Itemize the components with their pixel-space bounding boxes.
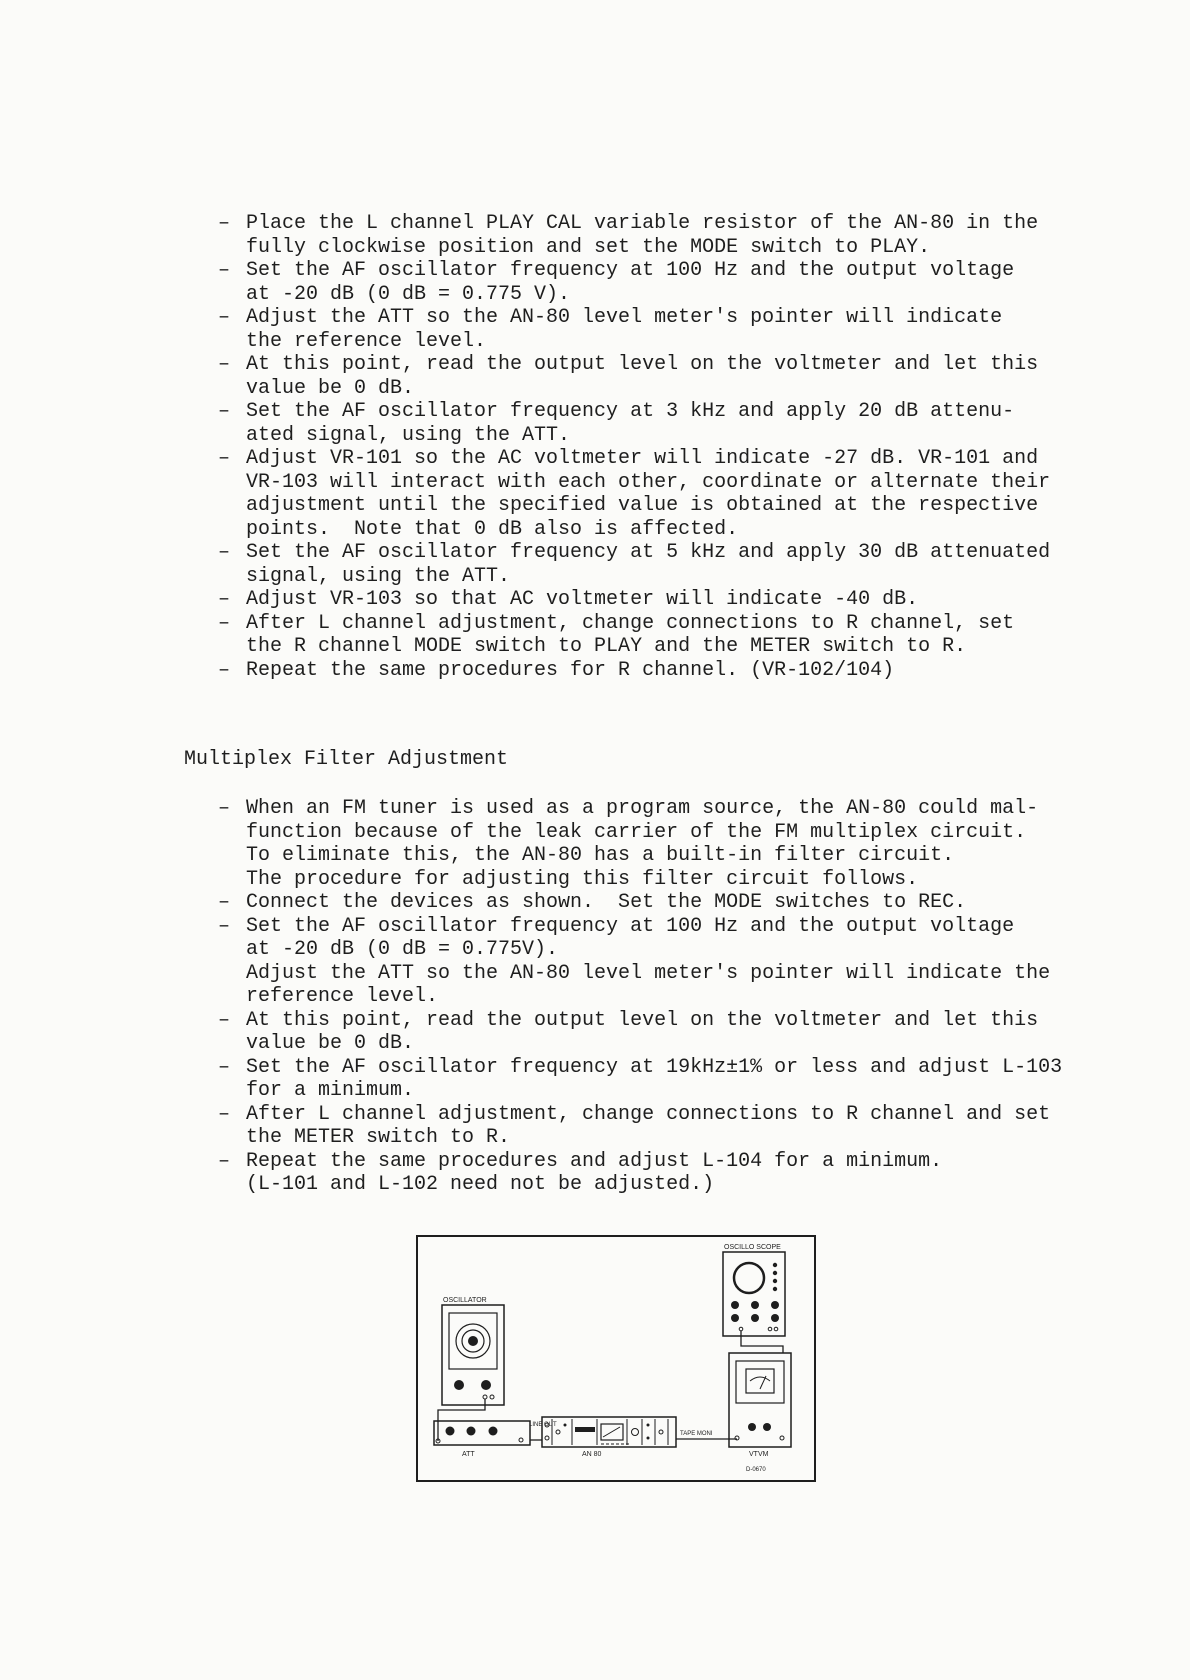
text-line: Adjust the ATT so the AN-80 level meter's pointer will indicate — [246, 306, 1003, 329]
text-line: ated signal, using the ATT. — [246, 423, 571, 447]
oscillator-knob-icon — [454, 1380, 464, 1390]
bullet-dash: – — [218, 658, 231, 682]
list-item — [218, 400, 1098, 447]
text-line: At this point, read the output level on the voltmeter and let this — [246, 1008, 1039, 1032]
connection-diagram — [416, 1235, 816, 1482]
text-line: Set the AF oscillator frequency at 3 kHz and apply 20 dB attenu- — [246, 400, 1015, 423]
vtvm-unit — [729, 1353, 791, 1447]
vtvm-knob-icon — [748, 1423, 756, 1431]
cable — [741, 1331, 783, 1353]
bullet-dash: – — [218, 611, 231, 635]
multiplex-filter-steps-list — [218, 797, 1098, 1197]
bullet-dash: – — [218, 1102, 231, 1126]
text-line: VR-103 will interact with each other, coordinate or alternate their — [246, 470, 1051, 494]
bullet-dash: – — [218, 541, 231, 564]
text-line: at -20 dB (0 dB = 0.775V). — [246, 938, 559, 961]
text-line: The procedure for adjusting this filter circuit follows. — [246, 867, 919, 891]
list-item — [218, 659, 1098, 683]
text-line: When an FM tuner is used as a program source, the AN-80 could mal- — [246, 797, 1039, 820]
text-line: To eliminate this, the AN-80 has a built-in filter circuit. — [246, 844, 955, 867]
att-knob-icon — [489, 1427, 498, 1436]
calibration-steps-list — [218, 212, 1098, 682]
text-line: Place the L channel PLAY CAL variable resistor of the AN-80 in the — [246, 212, 1039, 235]
list-item — [218, 1150, 1098, 1197]
text-line: the reference level. — [246, 329, 487, 353]
an80-label: AN 80 — [582, 1451, 602, 1458]
an80-buttons-icon — [575, 1427, 595, 1432]
line-out-label: LINE OUT — [529, 1422, 557, 1428]
bullet-dash: – — [218, 306, 231, 329]
bullet-dash: – — [218, 1008, 231, 1032]
text-line: reference level. — [246, 985, 439, 1008]
text-line: At this point, read the output level on the voltmeter and let this — [246, 353, 1039, 376]
text-line: Repeat the same procedures and adjust L-104 for a minimum. — [246, 1149, 943, 1173]
text-line: Set the AF oscillator frequency at 100 Hz and the output voltage — [246, 914, 1015, 938]
bullet-dash: – — [218, 1055, 231, 1079]
list-item — [218, 259, 1098, 306]
list-item — [218, 1056, 1098, 1103]
oscillator-unit — [442, 1305, 504, 1405]
text-line: function because of the leak carrier of the FM multiplex circuit. — [246, 820, 1027, 844]
bullet-dash: – — [218, 797, 231, 820]
list-item — [218, 588, 1098, 612]
text-line: Adjust VR-103 so that AC voltmeter will indicate -40 dB. — [246, 588, 919, 611]
text-line: adjustment until the specified value is obtained at the respective — [246, 494, 1039, 517]
list-item — [218, 306, 1098, 353]
connection-diagram-svg — [416, 1235, 816, 1482]
list-item — [218, 212, 1098, 259]
list-item — [218, 1103, 1098, 1150]
text-line: (L-101 and L-102 need not be adjusted.) — [246, 1173, 715, 1196]
text-line: at -20 dB (0 dB = 0.775 V). — [246, 282, 571, 306]
bullet-dash: – — [218, 891, 231, 914]
vtvm-label: VTVM — [749, 1451, 769, 1458]
list-item — [218, 541, 1098, 588]
oscilloscope-knob-icon — [731, 1301, 739, 1309]
an80-unit — [542, 1417, 676, 1447]
text-line: points. Note that 0 dB also is affected. — [246, 517, 739, 541]
list-item — [218, 1009, 1098, 1056]
att-label: ATT — [462, 1451, 475, 1458]
vtvm-knob-icon — [763, 1423, 771, 1431]
bullet-dash: – — [218, 259, 231, 282]
text-line: Repeat the same procedures for R channel. (VR-102/104) — [246, 658, 895, 682]
text-line: for a minimum. — [246, 1079, 415, 1102]
text-line: Adjust VR-101 so the AC voltmeter will indicate -27 dB. VR-101 and — [246, 447, 1039, 470]
oscillator-knob-icon — [481, 1380, 491, 1390]
att-knob-icon — [446, 1427, 455, 1436]
text-line: Adjust the ATT so the AN-80 level meter's pointer will indicate the — [246, 961, 1051, 985]
text-line: Set the AF oscillator frequency at 100 Hz and the output voltage — [246, 259, 1015, 282]
text-line: Set the AF oscillator frequency at 19kHz±1% or less and adjust L-103 — [246, 1055, 1063, 1079]
bullet-dash: – — [218, 914, 231, 938]
list-item — [218, 797, 1098, 891]
list-item — [218, 915, 1098, 1009]
bullet-dash: – — [218, 212, 231, 235]
bullet-dash: – — [218, 588, 231, 611]
list-item — [218, 353, 1098, 400]
oscillator-label: OSCILLATOR — [443, 1297, 487, 1304]
bullet-dash: – — [218, 400, 231, 423]
text-line: the METER switch to R. — [246, 1126, 511, 1149]
text-line: value be 0 dB. — [246, 376, 415, 400]
text-line: value be 0 dB. — [246, 1032, 415, 1055]
bullet-dash: – — [218, 447, 231, 470]
text-line: Connect the devices as shown. Set the MODE switches to REC. — [246, 891, 967, 914]
text-line: Set the AF oscillator frequency at 5 kHz and apply 30 dB attenuated — [246, 541, 1051, 564]
figure-code: D-0670 — [746, 1467, 766, 1473]
att-knob-icon — [467, 1427, 476, 1436]
bullet-dash: – — [218, 353, 231, 376]
tape-moni-label: TAPE MONI — [680, 1431, 713, 1437]
text-line: the R channel MODE switch to PLAY and the METER switch to R. — [246, 635, 967, 658]
list-item — [218, 447, 1098, 541]
section-heading: Multiplex Filter Adjustment — [184, 748, 509, 771]
list-item — [218, 612, 1098, 659]
text-line: signal, using the ATT. — [246, 564, 511, 588]
oscilloscope-knob-icon — [751, 1301, 759, 1309]
oscilloscope-label: OSCILLO SCOPE — [724, 1244, 781, 1251]
text-line: After L channel adjustment, change connections to R channel, set — [246, 611, 1015, 635]
list-item — [218, 891, 1098, 915]
oscilloscope-knob-icon — [771, 1301, 779, 1309]
text-line: fully clockwise position and set the MODE switch to PLAY. — [246, 235, 931, 259]
oscilloscope-screen-icon — [734, 1263, 764, 1293]
bullet-dash: – — [218, 1149, 231, 1173]
text-line: After L channel adjustment, change connections to R channel and set — [246, 1102, 1051, 1126]
